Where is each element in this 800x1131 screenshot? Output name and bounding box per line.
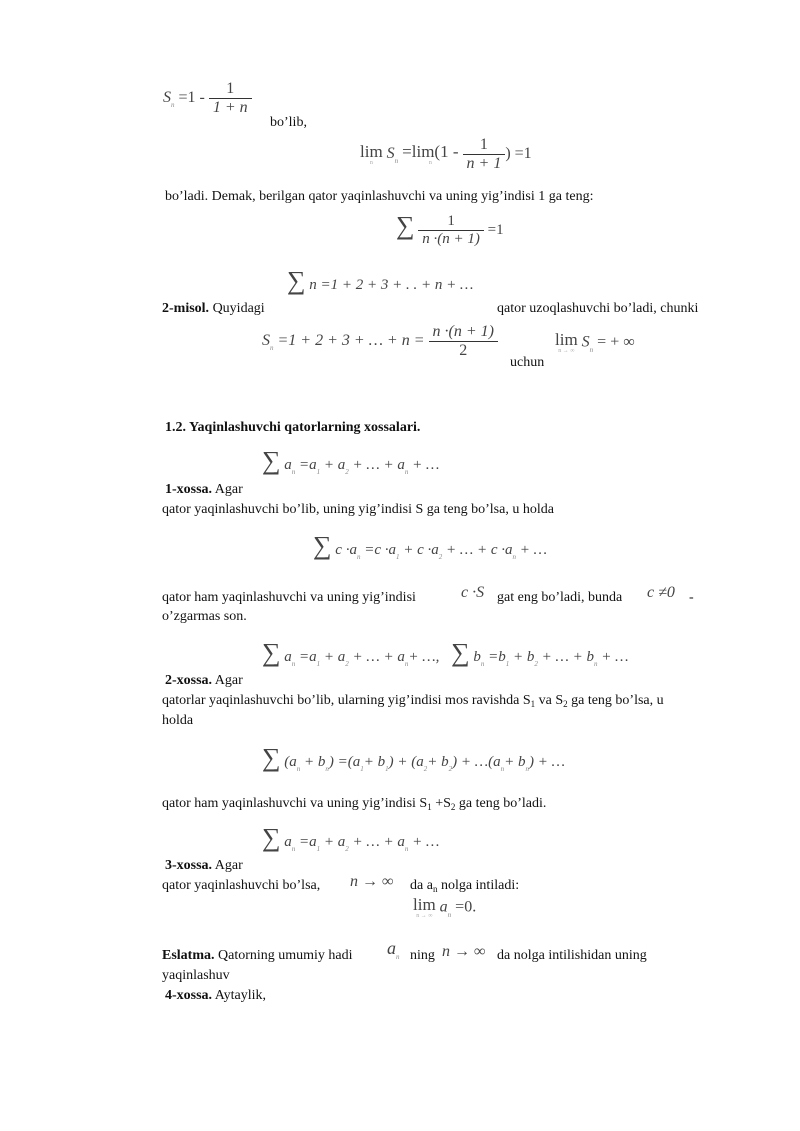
sigma-symbol: ∑ [396, 211, 415, 240]
xossa1-line2-b: gat eng bo’ladi, bunda [497, 590, 623, 605]
sn-symbol: S [163, 89, 171, 107]
formula-lim-an-zero: lim n → ∞ $a_n =0$. [413, 895, 477, 919]
xossa2-line: 2-xossa. Agar [165, 673, 243, 688]
formula-sum-ca: ∑ $c \cdot a_n =c \cdot a_1 + c \cdot a_2$ + … + $c \cdot a_n$ + … [313, 531, 547, 561]
formula-lim-sn-infinity: lim n → ∞ $S_n$ = + ∞ [555, 330, 635, 354]
formula-sum-a-b: ∑ $a_n =a_1 + a_2$ + … + $a_n+$ …, ∑ $b_n =b_1 + b_2$ + … + $b_n$ + … [262, 638, 629, 668]
formula-a-n: $a_n$ [387, 938, 400, 961]
formula-lim-sn: lim n $S_n$ =lim(1 - n $\frac{1}{n + 1}$ ) =1 [360, 136, 532, 172]
eq-one-minus: =1 - [178, 89, 205, 107]
eslatma-ning: ning [410, 948, 435, 963]
bolib-text: bo’lib, [270, 115, 307, 130]
formula-sum-a-3: ∑ $a_n =a_1 + a_2$ + … + $a_n$ + … [262, 823, 440, 853]
eslatma-label: Eslatma. [162, 948, 215, 963]
eslatma-line: Eslatma. Qatorning umumiy hadi [162, 948, 353, 963]
formula-c-neq-0: c ≠0 [647, 584, 675, 601]
formula-sum-a: ∑ $a_n =a_1 + a_2$ + … + $a_n$ + … [262, 446, 440, 476]
xossa1-line3: o’zgarmas son. [162, 609, 247, 624]
misol2-after: qator uzoqlashuvchi bo’ladi, chunki [497, 301, 699, 316]
eslatma-text-c: da nolga intilishidan uning [497, 948, 647, 963]
fraction-1-over-1-plus-n: $\frac{1}{1 + n}$ [209, 80, 252, 117]
xossa4-line: 4-xossa. Aytaylik, [165, 988, 267, 1003]
formula-sum-n: ∑ n =1 + 2 + 3 + . . + n + … [287, 266, 474, 295]
xossa1-dash: - [689, 590, 694, 605]
section-title: 1.2. Yaqinlashuvchi qatorlarning xossalari. [165, 420, 421, 435]
xossa2-label: 2-xossa. [165, 673, 213, 688]
formula-n-to-inf-2: n → ∞ [442, 943, 486, 960]
xossa3-text-b: da $a_n$ nolga intiladi: [410, 878, 520, 894]
xossa3-label: 3-xossa. [165, 858, 213, 873]
eslatma-line2: yaqinlashuv [162, 968, 230, 983]
xossa1-text: qator yaqinlashuvchi bo’lib, uning yig’indisi S ga teng bo’lsa, u holda [162, 502, 554, 517]
paragraph-boladi: bo’ladi. Demak, berilgan qator yaqinlashuvchi va uning yig’indisi 1 ga teng: [165, 189, 594, 204]
xossa2-holda: holda [162, 713, 194, 728]
formula-sn-definition: $S_n =1$ - $\frac{1}{1 + n}$ [163, 80, 252, 117]
misol2-label: 2-misol. [162, 301, 210, 316]
formula-cS: c ·S [461, 584, 485, 601]
formula-n-to-inf: n → ∞ [350, 873, 394, 890]
formula-sum-reciprocal: ∑ $\frac{1}{n \cdot(n + 1)}$ =1 [396, 211, 504, 248]
xossa3-text: qator yaqinlashuvchi bo’lsa, [162, 878, 321, 893]
formula-sn-sum: $S_n =1 + 2 + 3$ + … + n = $\frac{n \cdot(n + 1)}{2}$ [262, 323, 498, 360]
formula-sum-ab: ∑ $(a_n + b_n) =(a_1+ b_1) + (a_2+ b_2)$ + $\dots(a_n+ b_n)$ + … [262, 743, 565, 773]
xossa1-line: 1-xossa. Agar [165, 482, 243, 497]
xossa1-line2: qator ham yaqinlashuvchi va uning yig’indisi [162, 590, 416, 605]
uchun-text: uchun [510, 355, 545, 370]
xossa4-label: 4-xossa. [165, 988, 213, 1003]
xossa1-label: 1-xossa. [165, 482, 213, 497]
xossa2-conclusion: qator ham yaqinlashuvchi va uning yig’indisi $S_1 +S_2$ ga teng bo’ladi. [162, 796, 547, 812]
xossa2-text: qatorlar yaqinlashuvchi bo’lib, ularning yig’indisi mos ravishda $S_1$ va $S_2$ ga teng bo’lsa, u [162, 693, 664, 709]
xossa3-line: 3-xossa. Agar [165, 858, 243, 873]
misol2-line: 2-misol. Quyidagi [162, 301, 265, 316]
